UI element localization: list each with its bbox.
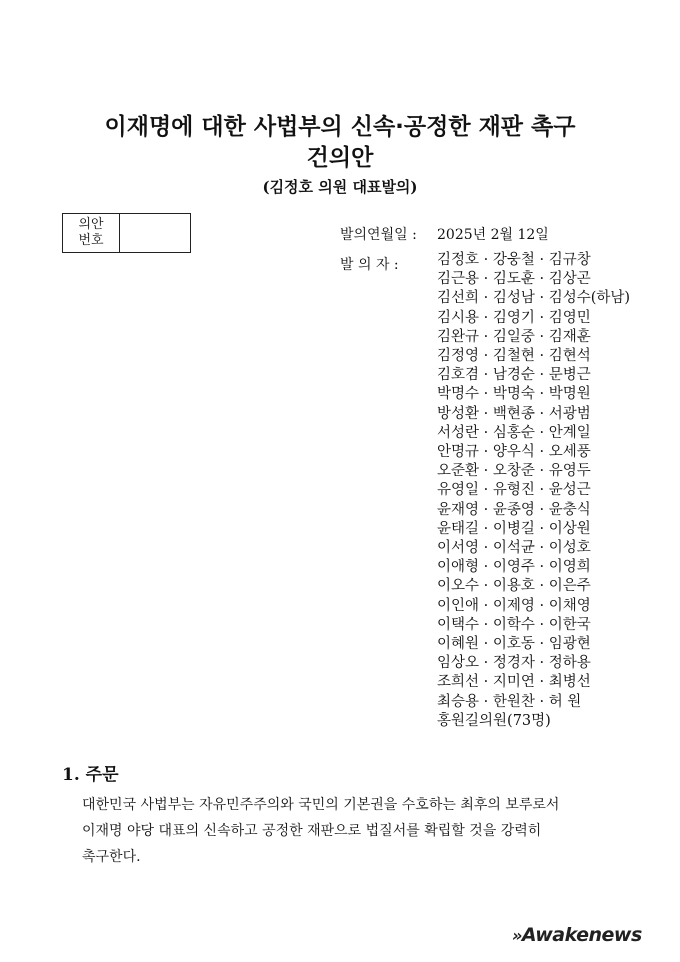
proposer-line: 유영일 · 유형진 · 윤성근 bbox=[437, 482, 591, 499]
section-body-line: 대한민국 사법부는 자유민주주의와 국민의 기본권을 수호하는 최후의 보루로서 bbox=[82, 797, 560, 813]
proposer-line: 김시용 · 김영기 · 김영민 bbox=[437, 309, 591, 326]
proposer-line: 오준환 · 오창준 · 유영두 bbox=[437, 463, 591, 480]
proposal-date-row bbox=[340, 224, 549, 244]
proposer-line: 김호겸 · 남경순 · 문병근 bbox=[437, 367, 591, 384]
proposer-line: 홍원길의원(73명) bbox=[437, 712, 551, 729]
proposer-line: 안명규 · 양우식 · 오세풍 bbox=[437, 444, 591, 461]
proposer-line: 이오수 · 이용호 · 이은주 bbox=[437, 578, 591, 595]
section-body-line: 촉구한다. bbox=[82, 849, 141, 865]
proposer-line: 김정영 · 김철현 · 김현석 bbox=[437, 348, 591, 365]
bill-number-label-line2: 번호 bbox=[78, 233, 104, 248]
proposer-line: 이서영 · 이석균 · 이성호 bbox=[437, 540, 591, 557]
section-body-line: 이재명 야당 대표의 신속하고 공정한 재판으로 법질서를 확립할 것을 강력히 bbox=[82, 823, 542, 839]
proposer-label: 발 의 자 : bbox=[340, 257, 399, 273]
proposer-line: 박명수 · 박명숙 · 박명원 bbox=[437, 386, 591, 403]
proposer-line: 임상오 · 정경자 · 정하용 bbox=[437, 655, 591, 672]
bill-number-label bbox=[63, 214, 120, 252]
proposer-line: 조희선 · 지미연 · 최병선 bbox=[437, 674, 591, 691]
bill-number-label-line1: 의안 bbox=[78, 217, 104, 232]
proposer-line: 방성환 · 백현종 · 서광범 bbox=[437, 405, 591, 422]
watermark-arrows: » bbox=[512, 926, 522, 945]
document-subtitle: (김정호 의원 대표발의) bbox=[262, 178, 418, 196]
proposer-line: 윤태길 · 이병길 · 이상원 bbox=[437, 520, 591, 537]
proposer-line: 김선희 · 김성남 · 김성수(하남) bbox=[437, 290, 631, 307]
proposer-line: 이애형 · 이영주 · 이영희 bbox=[437, 559, 591, 576]
proposer-line: 이인애 · 이제영 · 이채영 bbox=[437, 597, 591, 614]
section-title: 1. 주문 bbox=[62, 765, 119, 785]
proposer-line: 김근용 · 김도훈 · 김상곤 bbox=[437, 271, 591, 288]
watermark-logo bbox=[512, 924, 642, 946]
proposer-row bbox=[340, 254, 437, 274]
proposer-line: 서성란 · 심홍순 · 안계일 bbox=[437, 424, 591, 441]
bill-number-box bbox=[62, 213, 191, 253]
proposer-line: 이혜원 · 이호동 · 임광현 bbox=[437, 636, 591, 653]
proposal-date-label: 발의연월일 : bbox=[340, 227, 417, 243]
section-body bbox=[82, 792, 612, 870]
proposer-line: 윤재영 · 윤종영 · 윤충식 bbox=[437, 501, 591, 518]
proposer-line: 김정호 · 강웅철 · 김규창 bbox=[437, 252, 591, 268]
document-title-line1: 이재명에 대한 사법부의 신속·공정한 재판 촉구 bbox=[104, 114, 576, 140]
proposer-line: 이택수 · 이학수 · 이한국 bbox=[437, 616, 591, 633]
watermark-text: Awakenews bbox=[521, 924, 642, 946]
proposal-date-value: 2025년 2월 12일 bbox=[437, 227, 549, 243]
document-title-line2: 건의안 bbox=[306, 145, 374, 171]
proposer-line: 최승용 · 한원찬 · 허 원 bbox=[437, 693, 582, 710]
proposer-line: 김완규 · 김일중 · 김재훈 bbox=[437, 328, 591, 345]
proposer-list bbox=[437, 251, 630, 731]
